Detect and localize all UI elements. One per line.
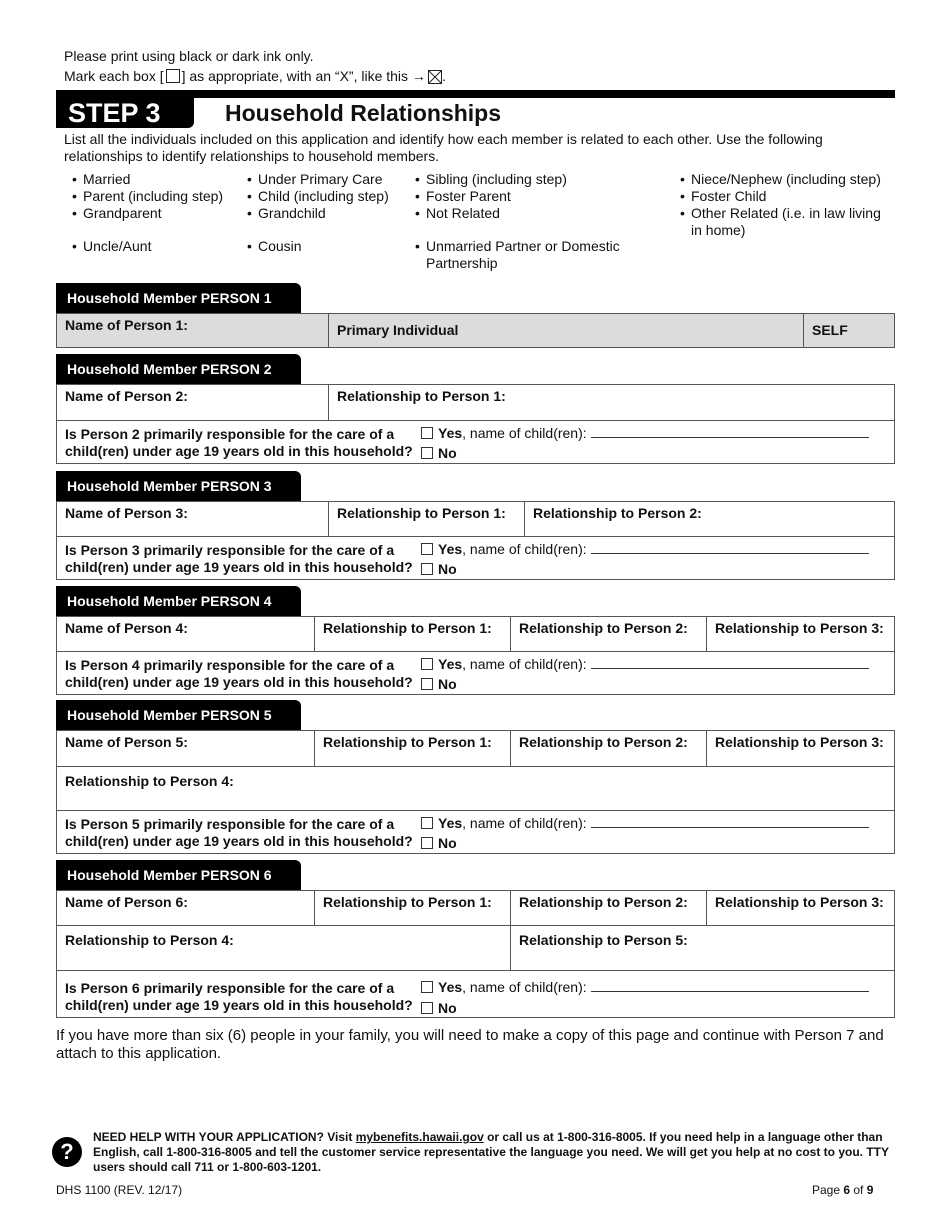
relationship-item: • Parent (including step)	[68, 188, 238, 205]
person2-no-option[interactable]: No	[421, 445, 457, 462]
person4-question: Is Person 4 primarily responsible for the care of a child(ren) under age 19 years old in this household?	[65, 657, 413, 690]
person5-relationship-person4-field[interactable]: Relationship to Person 4:	[56, 766, 895, 811]
mark-instruction: Mark each box [ ] as appropriate, with an “X”, like this → .	[64, 68, 446, 84]
person6-yes-option[interactable]: Yes, name of child(ren):	[421, 979, 869, 996]
person6-name-field[interactable]: Name of Person 6:	[56, 890, 315, 926]
empty-box-icon	[166, 69, 180, 83]
person2-relationship-person1-field[interactable]: Relationship to Person 1:	[328, 384, 895, 421]
person5-question: Is Person 5 primarily responsible for the care of a child(ren) under age 19 years old in this household?	[65, 816, 413, 849]
relationship-item: • Unmarried Partner or Domestic Partnership	[411, 238, 641, 272]
page-number: Page 6 of 9	[812, 1183, 874, 1197]
person6-children-name-field[interactable]	[591, 979, 869, 992]
person1-self-label: SELF	[803, 313, 895, 348]
person6-relationship-person3-field[interactable]: Relationship to Person 3:	[706, 890, 895, 926]
person3-children-name-field[interactable]	[591, 541, 869, 554]
person2-name-field[interactable]: Name of Person 2:	[56, 384, 329, 421]
relationship-list-col1	[68, 171, 238, 222]
person6-relationship-person4-field[interactable]: Relationship to Person 4:	[56, 925, 511, 971]
person5-name-field[interactable]: Name of Person 5:	[56, 730, 315, 767]
more-people-note: If you have more than six (6) people in your family, you will need to make a copy of this page and continue with Person 7 and attach to this application.	[56, 1027, 884, 1062]
step-number: STEP 3	[56, 98, 194, 128]
person1-header: Household Member PERSON 1	[56, 283, 301, 313]
person5-relationship-person1-field[interactable]: Relationship to Person 1:	[314, 730, 511, 767]
relationship-item: • Under Primary Care	[243, 171, 408, 188]
person5-yes-checkbox[interactable]	[421, 817, 433, 829]
checked-box-icon	[428, 70, 442, 84]
step-top-bar	[56, 90, 895, 98]
relationship-item: • Cousin	[243, 238, 408, 255]
person6-no-option[interactable]: No	[421, 1000, 457, 1017]
relationship-item: • Foster Child	[676, 188, 891, 205]
ink-instruction: Please print using black or dark ink only.	[64, 48, 314, 64]
person6-relationship-person2-field[interactable]: Relationship to Person 2:	[510, 890, 707, 926]
relationship-list-col2	[243, 171, 408, 222]
person2-yes-checkbox[interactable]	[421, 427, 433, 439]
person3-name-field[interactable]: Name of Person 3:	[56, 501, 329, 537]
relationship-item: • Grandparent	[68, 205, 238, 222]
person3-no-checkbox[interactable]	[421, 563, 433, 575]
person6-relationship-person5-field[interactable]: Relationship to Person 5:	[510, 925, 895, 971]
person5-relationship-person3-field[interactable]: Relationship to Person 3:	[706, 730, 895, 767]
relationship-item: • Niece/Nephew (including step)	[676, 171, 891, 188]
person5-relationship-person2-field[interactable]: Relationship to Person 2:	[510, 730, 707, 767]
person4-children-name-field[interactable]	[591, 656, 869, 669]
person4-yes-checkbox[interactable]	[421, 658, 433, 670]
relationship-item: • Grandchild	[243, 205, 408, 222]
person4-header: Household Member PERSON 4	[56, 586, 301, 616]
person4-relationship-person2-field[interactable]: Relationship to Person 2:	[510, 616, 707, 652]
person3-yes-checkbox[interactable]	[421, 543, 433, 555]
person3-yes-option[interactable]: Yes, name of child(ren):	[421, 541, 869, 558]
help-text: NEED HELP WITH YOUR APPLICATION? Visit mybenefits.hawaii.gov or call us at 1-800-316-8005. If you need help in a language other than English, call 1-800-316-8005 and tell the customer service representative the language you need. We will get you help at no cost to you. TTY users should call 711 or 1-800-603-1201.	[93, 1130, 889, 1174]
relationship-item: • Sibling (including step)	[411, 171, 641, 188]
person1-name-field[interactable]: Name of Person 1:	[56, 313, 329, 348]
relationship-item: • Married	[68, 171, 238, 188]
person5-no-checkbox[interactable]	[421, 837, 433, 849]
person4-relationship-person3-field[interactable]: Relationship to Person 3:	[706, 616, 895, 652]
person4-no-checkbox[interactable]	[421, 678, 433, 690]
person3-no-option[interactable]: No	[421, 561, 457, 578]
benefits-website-link[interactable]: mybenefits.hawaii.gov	[355, 1130, 484, 1144]
relationship-item: • Uncle/Aunt	[68, 238, 238, 255]
relationship-list-row2-col2	[243, 238, 408, 255]
person5-yes-option[interactable]: Yes, name of child(ren):	[421, 815, 869, 832]
person1-primary-individual: Primary Individual	[328, 313, 804, 348]
person5-no-option[interactable]: No	[421, 835, 457, 852]
person3-relationship-person2-field[interactable]: Relationship to Person 2:	[524, 501, 895, 537]
person4-no-option[interactable]: No	[421, 676, 457, 693]
person4-relationship-person1-field[interactable]: Relationship to Person 1:	[314, 616, 511, 652]
person3-relationship-person1-field[interactable]: Relationship to Person 1:	[328, 501, 525, 537]
person2-no-checkbox[interactable]	[421, 447, 433, 459]
person5-children-name-field[interactable]	[591, 815, 869, 828]
person4-name-field[interactable]: Name of Person 4:	[56, 616, 315, 652]
step-title: Household Relationships	[225, 100, 502, 126]
intro-text: List all the individuals included on this application and identify how each member is related to each other. Use the following relationships to identify relationships to household members.	[64, 131, 823, 164]
relationship-item: • Child (including step)	[243, 188, 408, 205]
person2-header: Household Member PERSON 2	[56, 354, 301, 384]
person3-header: Household Member PERSON 3	[56, 471, 301, 501]
person4-yes-option[interactable]: Yes, name of child(ren):	[421, 656, 869, 673]
person3-question: Is Person 3 primarily responsible for the care of a child(ren) under age 19 years old in this household?	[65, 542, 413, 575]
person6-relationship-person1-field[interactable]: Relationship to Person 1:	[314, 890, 511, 926]
form-id: DHS 1100 (REV. 12/17)	[56, 1183, 183, 1197]
relationship-item: • Other Related (i.e. in law living in home)	[676, 205, 891, 239]
person2-question: Is Person 2 primarily responsible for the care of a child(ren) under age 19 years old in this household?	[65, 426, 413, 459]
relationship-list-row2-col3	[411, 238, 641, 272]
relationship-list-col3	[411, 171, 641, 222]
person6-question: Is Person 6 primarily responsible for the care of a child(ren) under age 19 years old in this household?	[65, 980, 413, 1013]
relationship-item: • Foster Parent	[411, 188, 641, 205]
relationship-item: • Not Related	[411, 205, 641, 222]
person2-children-name-field[interactable]	[591, 425, 869, 438]
relationship-list-col4	[676, 171, 891, 239]
question-icon: ?	[52, 1137, 82, 1167]
relationship-list-row2-col1	[68, 238, 238, 255]
person5-header: Household Member PERSON 5	[56, 700, 301, 730]
person2-yes-option[interactable]: Yes, name of child(ren):	[421, 425, 869, 442]
person6-header: Household Member PERSON 6	[56, 860, 301, 890]
person6-no-checkbox[interactable]	[421, 1002, 433, 1014]
person6-yes-checkbox[interactable]	[421, 981, 433, 993]
